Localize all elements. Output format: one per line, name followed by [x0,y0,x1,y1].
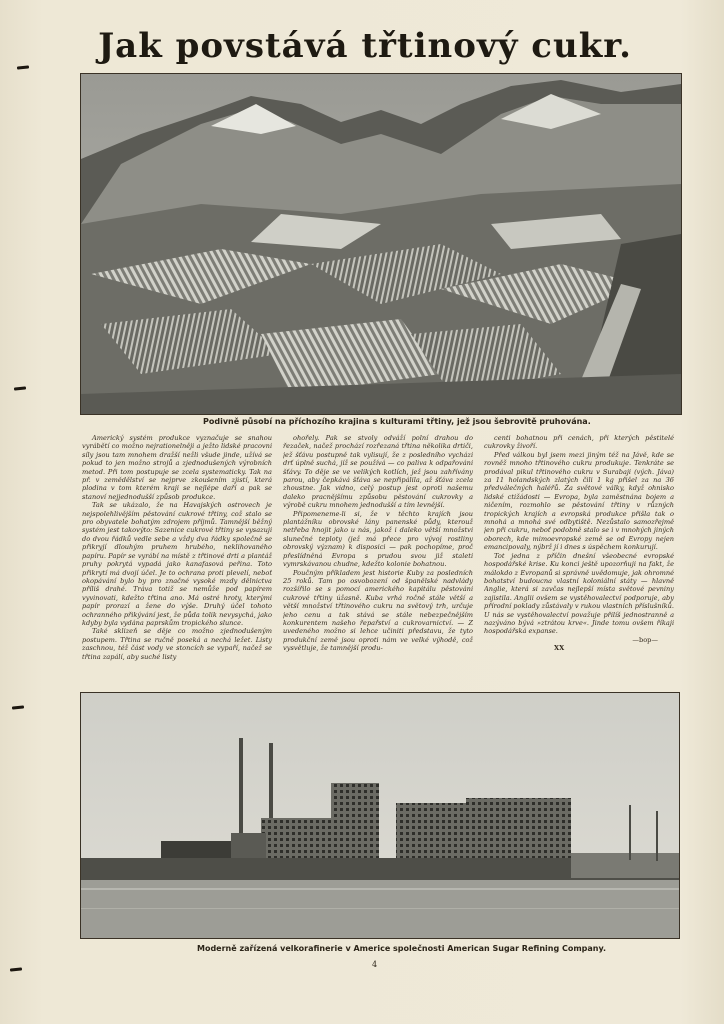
landscape-photo [80,73,682,415]
margin-mark [14,386,26,390]
article-title: Jak povstává třtinový cukr. [98,26,632,66]
landscape-illustration [81,74,681,414]
margin-mark [10,967,22,971]
paragraph: centi bohatnou při cenách, při kterých pěstitelé cukrovky živoří. [484,434,674,451]
refinery-caption: Moderně zařízená velkorafinerie v Americe společnosti American Sugar Refining Company. [197,944,607,953]
paragraph: ohořely. Pak se stvoly odváží polní drahou do řezaček, načež prochází rozřezaná třtina několika drtiči, jež šťávu postupně tak vylisují, že z posledního vychází drť úplně suchá, jíž se používá — co paliva k odpařování šťávy. To děje se ve velikých kotlích, jež jsou zahřívány parou, aby čepkává šťáva se nepřipálila, až šťáva zcela zhoustne. Jak vidno, celý postup jest oproti našemu dalekо pracnějšímu způsobu pěstování cukrovky a výrobě cukru mnohem jednodušší a tím levnější. [283,434,473,510]
paragraph: Tak se ukázalo, že na Havajských ostrovech je nejspolehlivějším pěstování cukrové třtiny, což stalo se pro obyvatele bohatým zdrojem příjmů. Tamnější běžný systém jest takovýto: Sazenice cukrové třtiny se vysazují do dvou řádků vedle sebe a vždy dva řádky společně se přikryjí dlouhým pruhem hrubého, neklihovaného papíru. Papír se vyrábí na místě z třtinové drti a plantáž pruhy pokrytá vypadá jako kanafasová peřina. Toto přikrytí má dvojí účel. Je to ochrana proti plevelí, neboť okopávání bylo by pro značné vysoké mzdy dělnictva příliš drahé. Tráva totiž se nemůže pod papírem vyvinovati, kdežto třtina ano. Má ostré hroty, kterými papír prorazí a žene do výše. Druhý účel tohoto ochranného přikývání jest, že půda tolik nevysychá, jako kdyby byla vydána paprskům tropického slunce. [82,501,272,627]
margin-mark [17,65,29,69]
text-column-2 [283,434,473,682]
paragraph: Poučným příkladem jest historie Kuby za posledních 25 roků. Tam po osvobození od španělské nadvlády rozšířilo se s pomocí amerického kapitálu pěstování cukrové třtiny úžasně. Kuba vrhá ročně stále větší a větší množství třtinového cukru na světový trh, určuje jeho cenu a tak stává se stále nebezpečnějším konkurentem našeho řepařství a cukrovarnictví. — Z uvedeného možno si lehce učiniti představu, že tyto produkční země jsou oproti nám ve velké výhodě, což vysvětluje, že tamnější produ- [283,568,473,653]
paragraph: Americký systém produkce vyznačuje se snahou vyrábětí co možno nejrationelněji a ježto lidské pracovní síly jsou tam mnohem dražší nežli všude jinde, užívá se pokud to jen možno strojů a zjednodušených výrobních metod. Při tom postupuje se zcela systematicky. Tak na př. v zemědělství se nejprve zkoušením zjistí, která plodina v tom kterém kraji se nejlépe daří a pak se stanoví nejjednodušší způsob produkce. [82,434,272,501]
margin-mark [12,705,24,709]
paragraph: Připomeneme-li si, že v těchto krajích jsou plantážníku obrovské lány panenské půdy, kterouž netřeba hnojit jako u nás, jakož i daleko větší množství slunečné teploty (jež má přece pro vývoj rostliny obrovský význam) k disposici — pak pochopíme, proč přeslídněná Evropa s prudou svou již staletí vymrskávanou chudne, kdežto kolonie bohatnou. [283,509,473,569]
page-number: 4 [372,960,378,969]
text-column-1 [82,434,272,682]
section-separator: XX [554,644,565,653]
refinery-photo [80,692,680,939]
text-column-3 [484,434,674,682]
paragraph: Také sklizeň se děje co možno zjednodušeným postupem. Třtina se ručně poseká a nechá ležet. Listy zaschnou, též část vody ve stoncích se vypaří, načež se třtina zapálí, aby suché listy [82,627,272,661]
author-signature: —bop— [632,635,658,644]
landscape-caption: Podivně působí na příchozího krajina s kulturami třtiny, jež jsou šebrovitě pruhována. [203,417,591,426]
paragraph: Tot jedna z příčin dnešní všeobecné evropské hospodářské krise. Ku konci ještě upozorňuji na fakt, že málokdo z Evropanů si správně uvědomuje, jak ohromné bohatství budoucna vlastní koloniální státy — hlavně Anglie, která si zavčas nejlepší místa světové pevniny zajistila. Anglii ovšem se vystěhovalectví podporuje, aby přírodní poklady zůstávaly v rukou vlastních příslušníků. U nás se vystěhovalectví považuje přilíš jednostranně a nazýváno bývá »ztrátou krve«. Jinde tomu ovšem říkají hospodářská expanse. [484,551,674,636]
refinery-illustration [81,693,679,938]
paragraph: Před válkou byl jsem mezi jiným též na Jávě, kde se rovněž mnoho třtinového cukru produkuje. Tenkráte se prodával pikul třtinového cukru v Surabaji (vých. Jáva) za 11 holandských zlatých čili 1 kg přišel za na 36 předválečných haléřů. Za světové války, když ohnisko lidské ctižádosti — Evropa, byla zaměstnána bojem a ničením, rozmohlo se pěstování třtiny v různých tropických krajích a evropská produkce přišla tak o mnohá a mnohá své odbytiště. Nezůstalo samozřejmě jen při cukru, neboť podobně stalo se i v mnohých jiných oborech, kde mimoevropské země se od Evropy nejen emancipovaly, nýbrž jí i dnes s úspěchem konkurují. [484,450,674,552]
